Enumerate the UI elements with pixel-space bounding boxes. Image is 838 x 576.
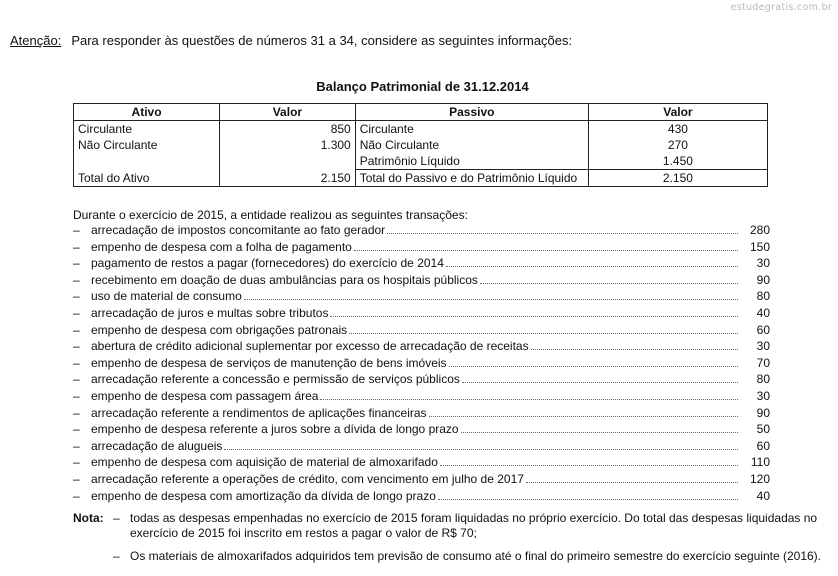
transaction-description: arrecadação de impostos concomitante ao fato gerador <box>91 223 386 237</box>
list-item <box>73 439 770 456</box>
bullet-dash: – <box>73 223 80 237</box>
table-cell: 2.150 <box>220 170 356 187</box>
transaction-description: recebimento em doação de duas ambulâncias para os hospitais públicos <box>91 272 478 287</box>
instruction-line <box>10 33 572 48</box>
bullet-dash: – <box>73 372 80 387</box>
bullet-dash: – <box>73 305 80 320</box>
site-watermark: estudegratis.com.br <box>730 2 832 13</box>
list-item <box>73 273 770 290</box>
list-item <box>73 455 770 472</box>
note-label-spacer <box>73 549 113 564</box>
bullet-dash: – <box>73 438 80 453</box>
list-item <box>73 489 770 506</box>
table-row <box>74 153 768 170</box>
list-item <box>73 323 770 340</box>
list-item <box>73 406 770 423</box>
table-row <box>74 137 768 153</box>
list-item <box>73 289 770 306</box>
table-cell <box>74 153 220 170</box>
note-label: Nota: <box>73 511 104 525</box>
table-cell: 1.450 <box>588 153 767 170</box>
bullet-dash: – <box>73 256 80 271</box>
transactions-intro: Durante o exercício de 2015, a entidade realizou as seguintes transações: <box>73 208 468 222</box>
instruction-text: Para responder às questões de números 31 a 34, considere as seguintes informações: <box>71 33 573 48</box>
list-item <box>73 339 770 356</box>
header-ativo: Ativo <box>74 104 220 121</box>
dot-leader <box>461 423 738 433</box>
note-text: todas as despesas empenhadas no exercício de 2015 foram liquidadas no próprio exercício. Do total das despesas liquidadas no exercício de 2015 foi inscrito em restos a pagar o valor de R$ 70; <box>130 511 818 540</box>
table-cell: Não Circulante <box>355 137 588 153</box>
transaction-description: arrecadação de alugueis <box>91 438 223 453</box>
note-item <box>73 511 838 541</box>
transactions-list <box>73 223 770 505</box>
note-text: Os materiais de almoxarifados adquiridos tem previsão de consumo até o final do primeiro semestre do exercício seguinte (2016). <box>130 549 822 563</box>
transaction-value: 50 <box>756 422 770 437</box>
bullet-dash: – <box>113 511 120 525</box>
transaction-description: arrecadação de juros e multas sobre tributos <box>91 305 329 320</box>
note-block <box>73 511 838 564</box>
transaction-description: empenho de despesa com obrigações patronais <box>91 322 348 337</box>
attention-label: Atenção: <box>10 33 62 48</box>
bullet-dash: – <box>73 488 80 503</box>
transaction-value: 60 <box>756 438 770 453</box>
bullet-dash: – <box>73 455 80 470</box>
list-item <box>73 389 770 406</box>
table-cell: 850 <box>220 121 356 138</box>
transaction-value: 40 <box>756 305 770 320</box>
table-row <box>74 121 768 138</box>
transaction-description: empenho de despesa com aquisição de material de almoxarifado <box>91 455 438 470</box>
transaction-description: abertura de crédito adicional suplementar por excesso de arrecadação de receitas <box>91 339 529 354</box>
bullet-dash: – <box>73 422 80 437</box>
balance-sheet-table <box>73 103 768 187</box>
dot-leader <box>224 440 738 450</box>
transaction-description: arrecadação referente a rendimentos de aplicações financeiras <box>91 405 427 420</box>
transaction-value: 90 <box>756 405 770 420</box>
table-cell <box>220 153 356 170</box>
list-item <box>73 372 770 389</box>
dot-leader <box>480 274 738 284</box>
transaction-description: empenho de despesa de serviços de manutenção de bens imóveis <box>91 355 447 370</box>
table-cell: Circulante <box>355 121 588 138</box>
header-passivo: Passivo <box>355 104 588 121</box>
table-cell: Total do Passivo e do Patrimônio Líquido <box>355 170 588 187</box>
bullet-dash: – <box>73 322 80 337</box>
transaction-value: 90 <box>756 272 770 287</box>
table-cell: 1.300 <box>220 137 356 153</box>
bullet-dash: – <box>73 405 80 420</box>
transaction-value: 280 <box>749 223 770 237</box>
dot-leader <box>330 307 738 317</box>
dot-leader <box>387 224 738 234</box>
bullet-dash: – <box>73 355 80 370</box>
bullet-dash: – <box>73 471 80 486</box>
transaction-value: 30 <box>756 339 770 354</box>
transaction-description: pagamento de restos a pagar (fornecedores) do exercício de 2014 <box>91 256 444 271</box>
transaction-value: 30 <box>756 256 770 271</box>
transaction-value: 110 <box>750 455 770 470</box>
dot-leader <box>349 324 738 334</box>
transaction-value: 30 <box>756 388 770 403</box>
dot-leader <box>449 357 738 367</box>
list-item <box>73 240 770 257</box>
transaction-value: 60 <box>756 322 770 337</box>
dot-leader <box>446 257 738 267</box>
list-item <box>73 306 770 323</box>
bullet-dash: – <box>73 239 80 254</box>
bullet-dash: – <box>73 289 80 304</box>
table-cell: 430 <box>588 121 767 138</box>
dot-leader <box>526 473 738 483</box>
transaction-description: arrecadação referente a operações de crédito, com vencimento em julho de 2017 <box>91 471 524 486</box>
table-cell: Circulante <box>74 121 220 138</box>
dot-leader <box>440 456 738 466</box>
list-item <box>73 223 770 240</box>
header-valor-passivo: Valor <box>588 104 767 121</box>
dot-leader <box>244 290 738 300</box>
bullet-dash: – <box>73 339 80 354</box>
table-cell: Não Circulante <box>74 137 220 153</box>
list-item <box>73 256 770 273</box>
table-total-row <box>74 170 768 187</box>
transaction-description: uso de material de consumo <box>91 289 242 304</box>
transaction-description: empenho de despesa referente a juros sobre a dívida de longo prazo <box>91 422 459 437</box>
dot-leader <box>354 241 738 251</box>
note-item <box>73 549 838 564</box>
bullet-dash: – <box>73 388 80 403</box>
dot-leader <box>438 490 738 500</box>
header-valor-ativo: Valor <box>220 104 356 121</box>
dot-leader <box>429 407 738 417</box>
transaction-description: empenho de despesa com amortização da dívida de longo prazo <box>91 488 436 503</box>
dot-leader <box>531 340 738 350</box>
list-item <box>73 422 770 439</box>
list-item <box>73 356 770 373</box>
balance-sheet-title: Balanço Patrimonial de 31.12.2014 <box>316 79 529 94</box>
dot-leader <box>320 390 738 400</box>
table-header-row <box>74 104 768 121</box>
table-cell: 270 <box>588 137 767 153</box>
transaction-value: 80 <box>756 289 770 304</box>
bullet-dash: – <box>113 549 120 563</box>
transaction-value: 40 <box>756 488 770 503</box>
table-cell: 2.150 <box>588 170 767 187</box>
list-item <box>73 472 770 489</box>
table-cell: Total do Ativo <box>74 170 220 187</box>
transaction-value: 70 <box>756 355 770 370</box>
transaction-description: empenho de despesa com passagem área <box>91 388 319 403</box>
bullet-dash: – <box>73 272 80 287</box>
transaction-description: arrecadação referente a concessão e permissão de serviços públicos <box>91 372 460 387</box>
transaction-value: 80 <box>756 372 770 387</box>
dot-leader <box>462 373 738 383</box>
transaction-description: empenho de despesa com a folha de pagamento <box>91 239 352 254</box>
transaction-value: 150 <box>749 239 770 254</box>
transaction-value: 120 <box>749 471 770 486</box>
table-cell: Patrimônio Líquido <box>355 153 588 170</box>
